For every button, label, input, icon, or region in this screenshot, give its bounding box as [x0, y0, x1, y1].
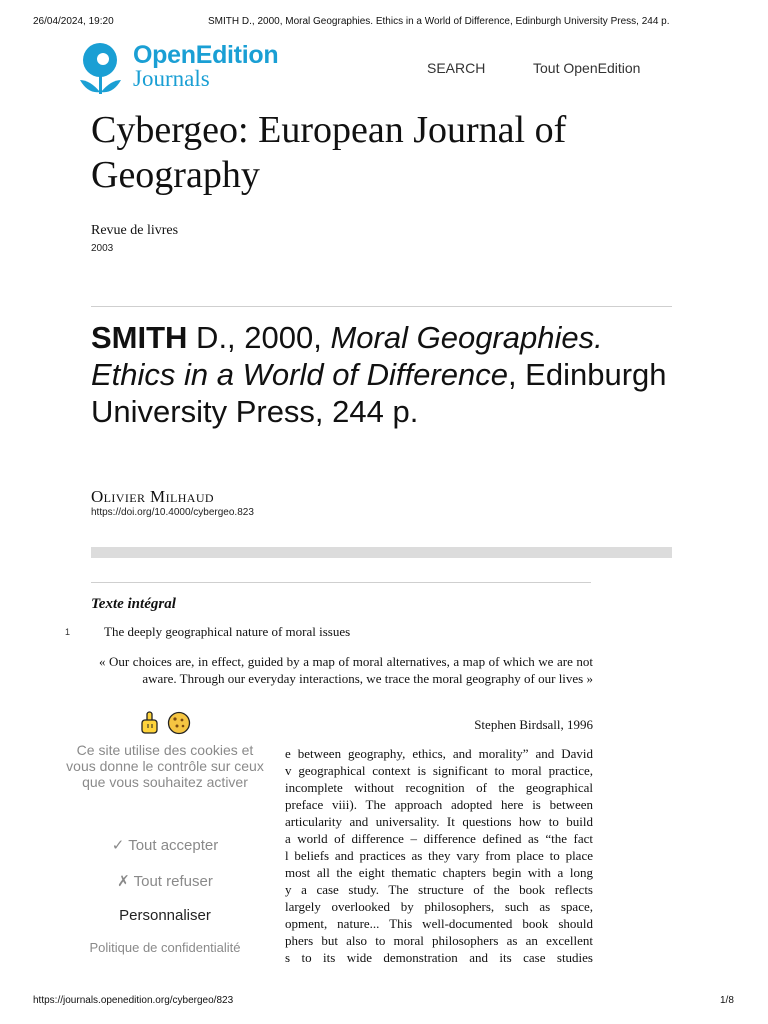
cookie-icons: [138, 710, 198, 736]
pointing-hand-icon: [138, 710, 162, 736]
section-label[interactable]: Revue de livres: [91, 223, 179, 238]
logo-brand-text: OpenEdition: [133, 41, 279, 69]
cookie-message: Ce site utilise des cookies et vous donne le contrôle sur ceux que vous souhaitez activer: [66, 742, 264, 790]
article-title-author: SMITH: [91, 320, 188, 355]
divider: [91, 582, 591, 583]
cookie-refuse-all-button[interactable]: ✗ Tout refuser: [117, 873, 213, 890]
article-doi-link[interactable]: https://doi.org/10.4000/cybergeo.823: [91, 507, 254, 518]
paragraph-number: 1: [65, 627, 71, 637]
body-line: l beliefs and practices as they vary from place to place: [285, 848, 593, 863]
article-title-book: Moral Geographies. Ethics in a World of Difference: [91, 320, 603, 392]
body-line: a world of difference – difference defined as “the fact: [285, 831, 593, 846]
print-page-number: 1/8: [720, 995, 734, 1006]
cookie-accept-all-button[interactable]: ✓ Tout accepter: [111, 837, 219, 854]
nav-tout-openedition-link[interactable]: Tout OpenEdition: [533, 60, 641, 76]
body-line: phers but also to moral philosophers as an excellent: [285, 933, 593, 948]
article-title-post: , Edinburgh University Press, 244 p.: [91, 357, 667, 429]
issue-year[interactable]: 2003: [91, 243, 114, 254]
body-line: preface viii). The approach adopted here is between: [285, 797, 593, 812]
article-title-pre: D., 2000,: [187, 320, 331, 355]
openedition-logo[interactable]: [75, 40, 300, 98]
cookie-consent-panel: [65, 705, 265, 975]
epigraph-author: Stephen Birdsall, 1996: [474, 717, 593, 732]
full-text-heading: Texte intégral: [91, 596, 176, 612]
logo-brand-subtext: Journals: [133, 66, 210, 91]
openedition-flower-icon: [75, 40, 131, 98]
paragraph-title: The deeply geographical nature of moral issues: [104, 624, 351, 639]
body-line: y a case study. The structure of the book reflects: [285, 882, 593, 897]
epigraph-quote: « Our choices are, in effect, guided by a map of moral alternatives, a map of which we are not aware. Through our everyday interactions, we trace the moral geography of our lives »: [99, 654, 593, 686]
divider: [91, 306, 672, 307]
body-line: incomplete without recognition of the geographical: [285, 780, 593, 795]
body-line: articularity and universality. It questions how to build: [285, 814, 593, 829]
article-title: [91, 319, 681, 430]
body-line: v geographical context is significant to moral practice,: [285, 763, 593, 778]
nav-search-link[interactable]: SEARCH: [427, 60, 486, 76]
body-line: most all the eight thematic chapters begin with a long: [285, 865, 593, 880]
print-doc-title: SMITH D., 2000, Moral Geographies. Ethics in a World of Difference, Edinburgh University Press, 244 p.: [208, 16, 670, 27]
cookie-icon: [166, 710, 192, 736]
toolbar-placeholder-bar: [91, 547, 672, 558]
body-line: largely overlooked by philosophers, such as space,: [285, 899, 593, 914]
print-datetime: 26/04/2024, 19:20: [33, 16, 114, 27]
body-line: e between geography, ethics, and morality” and David: [285, 746, 593, 761]
journal-title[interactable]: Cybergeo: European Journal of Geography: [91, 109, 567, 196]
cookie-customize-button[interactable]: Personnaliser: [119, 907, 211, 924]
body-line: opment, nature... This well-documented book should: [285, 916, 593, 931]
body-line: s to its wide demonstration and its case studies: [285, 950, 593, 965]
body-paragraph: [285, 745, 593, 966]
privacy-policy-link[interactable]: Politique de confidentialité: [89, 940, 241, 955]
print-url: https://journals.openedition.org/cybergeo/823: [33, 995, 234, 1006]
article-author[interactable]: Olivier Milhaud: [91, 487, 214, 506]
